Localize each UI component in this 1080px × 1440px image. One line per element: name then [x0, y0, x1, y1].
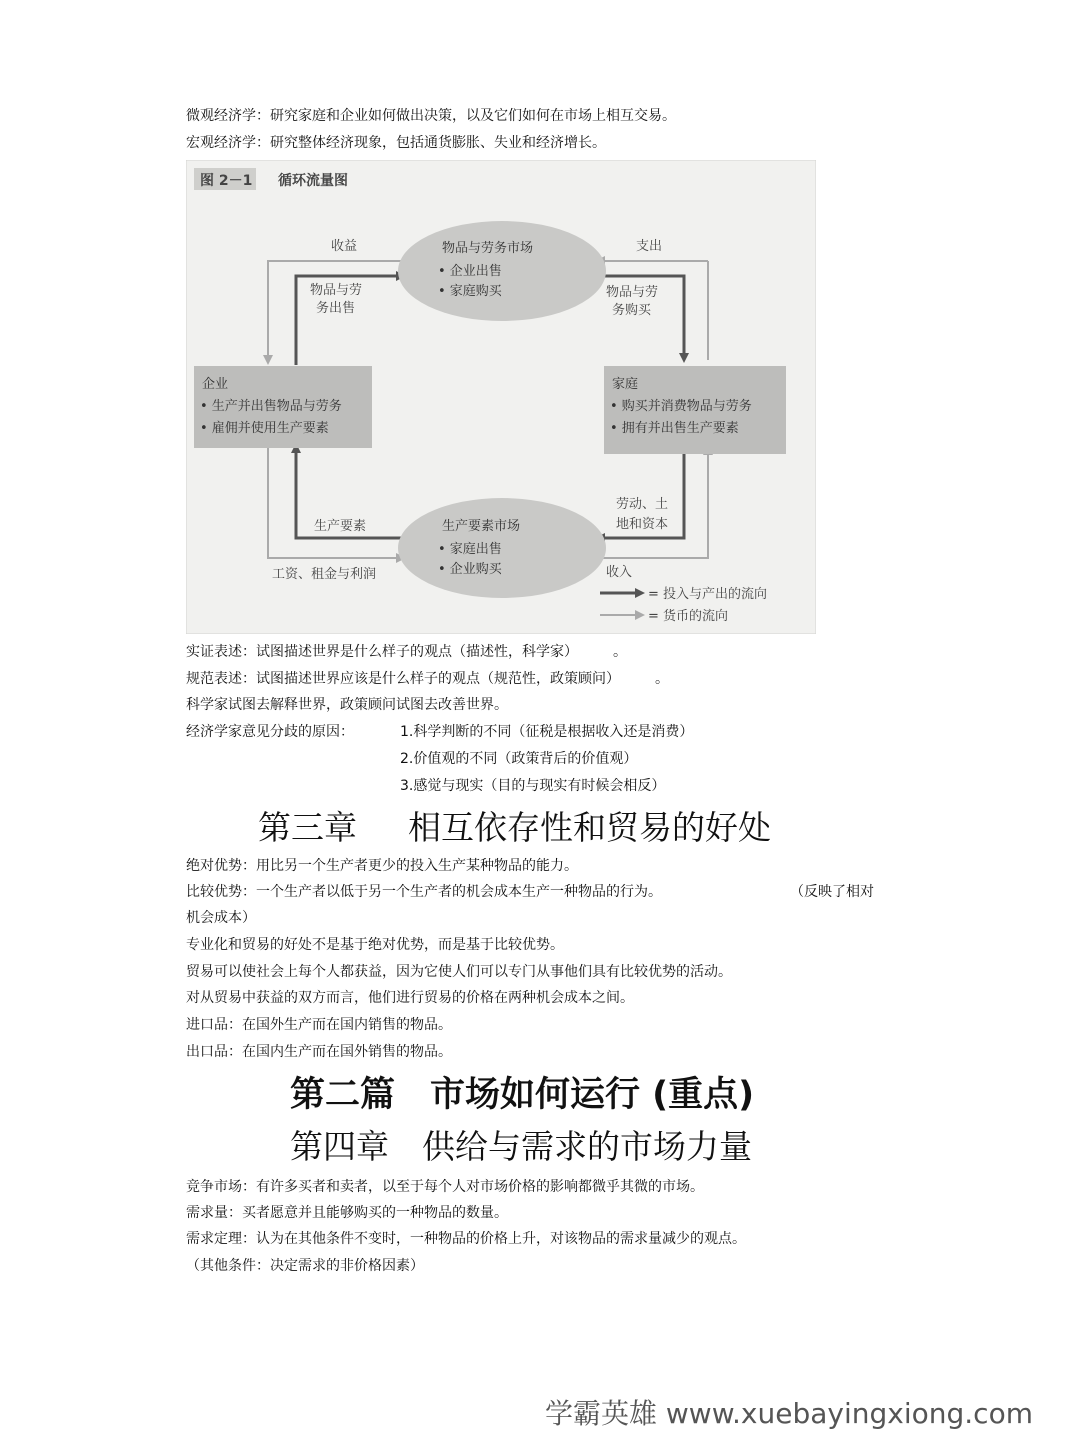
chapter4-title: 第四章 供给与需求的市场力量 — [290, 1127, 752, 1166]
comparative-advantage: 比较优势：一个生产者以低于另一个生产者的机会成本生产一种物品的行为。 — [186, 884, 662, 900]
goods-market-title: 物品与劳务市场 — [442, 241, 534, 256]
micro-definition: 微观经济学：研究家庭和企业如何做出决策，以及它们如何在市场上相互交易。 — [186, 108, 676, 124]
comparative-note-cont: 机会成本） — [186, 910, 256, 926]
firms-title: 企业 — [202, 377, 229, 392]
comparative-note: （反映了相对 — [790, 884, 874, 900]
part2-title: 第二篇 市场如何运行 (重点) — [290, 1075, 755, 1115]
specialization: 专业化和贸易的好处不是基于绝对优势，而是基于比较优势。 — [186, 937, 564, 953]
legend-money: = 货币的流向 — [648, 609, 729, 624]
goods-bought-label-2: 务购买 — [612, 303, 652, 318]
macro-definition: 宏观经济学：研究整体经济现象，包括通货膨胀、失业和经济增长。 — [186, 135, 606, 151]
circular-flow-diagram — [186, 160, 816, 634]
imports-definition: 进口品：在国外生产而在国内销售的物品。 — [186, 1017, 452, 1033]
chapter3-title: 相互依存性和贸易的好处 — [408, 808, 771, 847]
law-of-demand: 需求定理：认为在其他条件不变时，一种物品的价格上升，对该物品的需求量减少的观点。 — [186, 1231, 746, 1247]
labor-label-1: 劳动、土 — [616, 497, 669, 512]
households-bullet-1: • 购买并消费物品与劳务 — [610, 399, 752, 414]
goods-sold-label-2: 务出售 — [316, 301, 356, 316]
labor-label-2: 地和资本 — [616, 517, 669, 532]
revenue-label: 收益 — [331, 239, 358, 254]
reason-3: 3.感觉与现实（目的与现实有时候会相反） — [400, 778, 666, 794]
quantity-demanded: 需求量：买者愿意并且能够购买的一种物品的数量。 — [186, 1205, 508, 1221]
income-label: 收入 — [606, 565, 633, 580]
factor-market-ellipse — [398, 498, 606, 598]
spending-label: 支出 — [636, 239, 663, 254]
reason-1: 1.科学判断的不同（征税是根据收入还是消费） — [400, 724, 694, 740]
chapter3-number: 第三章 — [258, 808, 357, 847]
factor-market-bullet-1: • 家庭出售 — [438, 542, 502, 557]
households-title: 家庭 — [612, 377, 639, 392]
goods-bought-label-1: 物品与劳 — [606, 285, 659, 300]
normative-statement: 规范表述：试图描述世界应该是什么样子的观点（规范性，政策顾问） 。 — [186, 671, 669, 687]
wages-label: 工资、租金与利润 — [272, 567, 377, 582]
figure-title: 循环流量图 — [278, 173, 348, 189]
scientists-statement: 科学家试图去解释世界，政策顾问试图去改善世界。 — [186, 697, 508, 713]
positive-statement: 实证表述：试图描述世界是什么样子的观点（描述性，科学家） 。 — [186, 644, 627, 660]
factor-market-title: 生产要素市场 — [442, 519, 521, 534]
trade-price: 对从贸易中获益的双方而言，他们进行贸易的价格在两种机会成本之间。 — [186, 990, 634, 1006]
other-conditions: （其他条件：决定需求的非价格因素） — [186, 1258, 424, 1274]
absolute-advantage: 绝对优势：用比另一个生产者更少的投入生产某种物品的能力。 — [186, 858, 578, 874]
goods-market-ellipse — [398, 221, 606, 321]
disagreement-heading: 经济学家意见分歧的原因： — [186, 724, 354, 740]
goods-market-bullet-1: • 企业出售 — [438, 264, 502, 279]
reason-2: 2.价值观的不同（政策背后的价值观） — [400, 751, 638, 767]
trade-benefit: 贸易可以使社会上每个人都获益，因为它使人们可以专门从事他们具有比较优势的活动。 — [186, 964, 732, 980]
inputs-label: 生产要素 — [314, 519, 367, 534]
factor-market-bullet-2: • 企业购买 — [438, 562, 502, 577]
competitive-market: 竞争市场：有许多买者和卖者，以至于每个人对市场价格的影响都微乎其微的市场。 — [186, 1179, 704, 1195]
watermark: 学霸英雄 www.xuebayingxiong.com — [545, 1397, 1033, 1430]
figure-label: 图 2－1 — [200, 173, 253, 189]
legend-inputs: = 投入与产出的流向 — [648, 587, 768, 602]
firms-bullet-1: • 生产并出售物品与劳务 — [200, 399, 342, 414]
firms-bullet-2: • 雇佣并使用生产要素 — [200, 421, 329, 436]
goods-market-bullet-2: • 家庭购买 — [438, 284, 502, 299]
goods-sold-label-1: 物品与劳 — [310, 283, 363, 298]
exports-definition: 出口品：在国内生产而在国外销售的物品。 — [186, 1044, 452, 1060]
households-bullet-2: • 拥有并出售生产要素 — [610, 421, 739, 436]
